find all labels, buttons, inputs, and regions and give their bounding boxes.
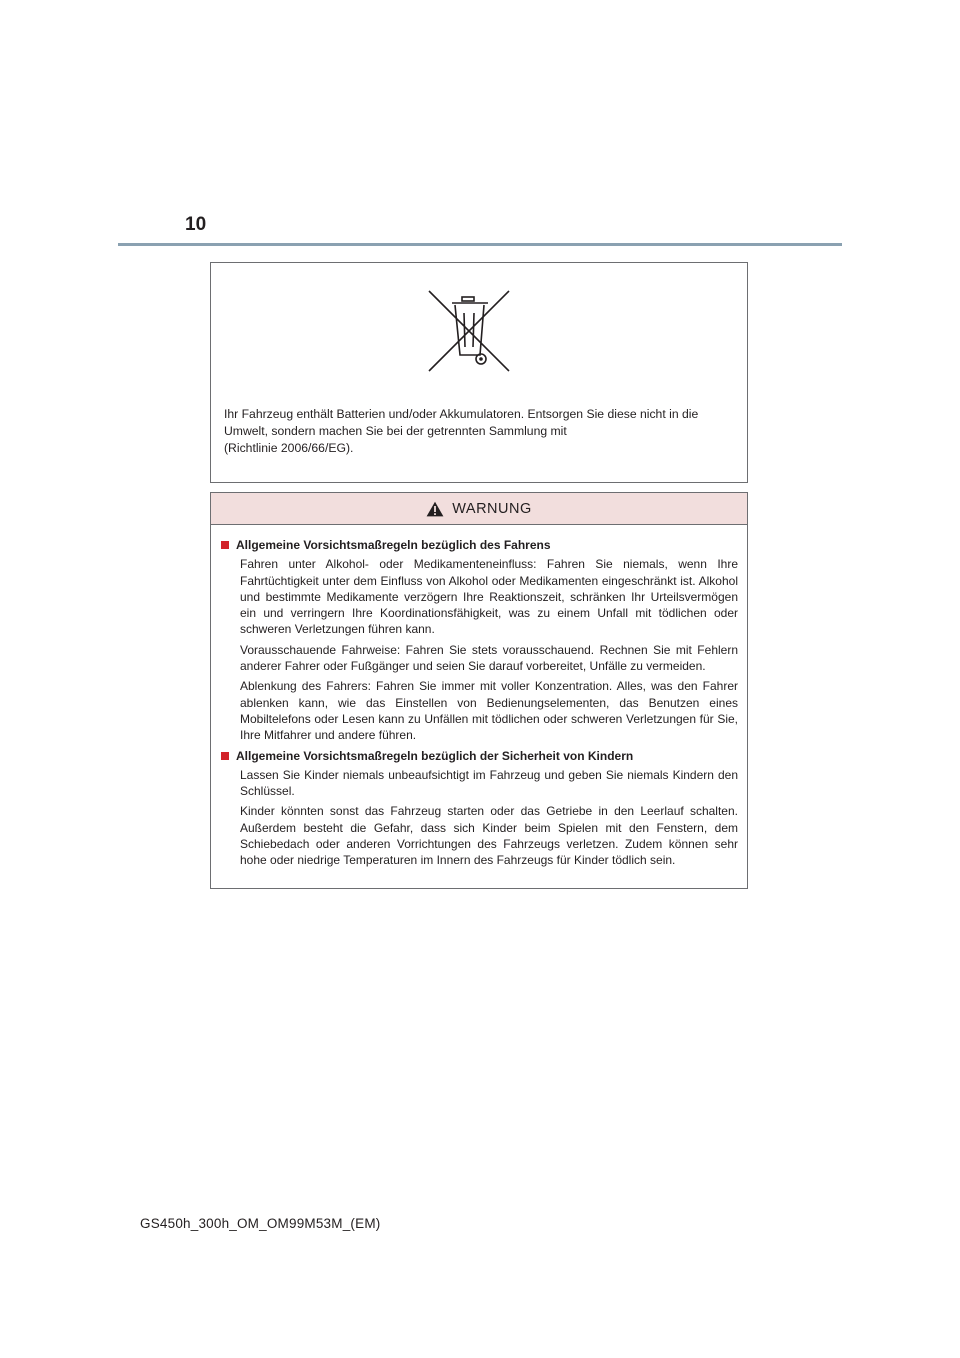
warning-triangle-icon [426, 501, 444, 517]
warning-section-children [221, 748, 738, 869]
disposal-line: (Richtlinie 2006/66/EG). [224, 441, 354, 455]
disposal-line: Ihr Fahrzeug enthält Batterien und/oder Akkumulatoren. Entsorgen Sie diese nicht in die [224, 407, 699, 421]
paragraph: Ablenkung des Fahrers: Fahren Sie immer mit voller Konzentration. Alles, was den Fahrer ablenken kann, wie das Einstellen von Bedienungselementen, das Benutzen eines Mobiltelefons oder Lesen kann zu Unfällen mit tödlichen oder schweren Verletzungen für Sie, Ihre Mitfahrer und andere führen. [240, 679, 738, 743]
paragraph: Fahren unter Alkohol- oder Medikamenteneinfluss: Fahren Sie niemals, wenn Ihre Fahrtüchtigkeit unter dem Einfluss von Alkohol oder Medikamenten eingeschränkt ist. Alkohol und bestimmte Medikamente verzögern Ihre Reaktionszeit, schränken Ihr Urteilsvermögen ein und verringern Ihre Koordinationsfähigkeit, was zu einem Unfall mit tödlichen oder schweren Verletzungen führen kann. [240, 557, 738, 637]
warning-section-driving [221, 537, 738, 744]
paragraph: Kinder könnten sonst das Fahrzeug starten oder das Getriebe in den Leerlauf schalten. Außerdem besteht die Gefahr, dass sich Kinder beim Spielen mit den Fenstern, dem Schiebedach oder anderen Vorrichtungen des Fahrzeugs verletzen. Zudem können sehr hohe oder niedrige Temperaturen im Innern des Fahrzeugs für Kinder tödlich sein. [240, 804, 738, 868]
warning-body [211, 525, 747, 869]
disposal-text [224, 406, 734, 457]
warning-box [210, 492, 748, 889]
header-rule [118, 243, 842, 246]
section-heading [221, 537, 738, 553]
paragraph: Vorausschauende Fahrweise: Fahren Sie stets vorausschauend. Rechnen Sie mit Fehlern anderer Fahrer oder Fußgänger und seien Sie darauf vorbereitet, Unfälle zu vermeiden. [240, 642, 738, 674]
section-heading-text: Allgemeine Vorsichtsmaßregeln bezüglich der Sicherheit von Kindern [236, 748, 634, 763]
warning-header [211, 493, 747, 525]
page-number: 10 [185, 214, 207, 235]
warning-title: WARNUNG [452, 500, 532, 517]
section-heading-text: Allgemeine Vorsichtsmaßregeln bezüglich des Fahrens [236, 538, 551, 552]
red-square-bullet-icon [221, 752, 229, 760]
paragraph: Lassen Sie Kinder niemals unbeaufsichtigt im Fahrzeug und geben Sie niemals Kindern den Schlüssel. [240, 767, 738, 799]
section-heading [221, 748, 738, 764]
crossed-out-wheelie-bin-icon [427, 289, 511, 373]
battery-disposal-notice [210, 262, 748, 483]
document-footer-code: GS450h_300h_OM_OM99M53M_(EM) [140, 1216, 381, 1231]
disposal-line: Umwelt, sondern machen Sie bei der getrennten Sammlung mit [224, 424, 567, 438]
red-square-bullet-icon [221, 541, 229, 549]
